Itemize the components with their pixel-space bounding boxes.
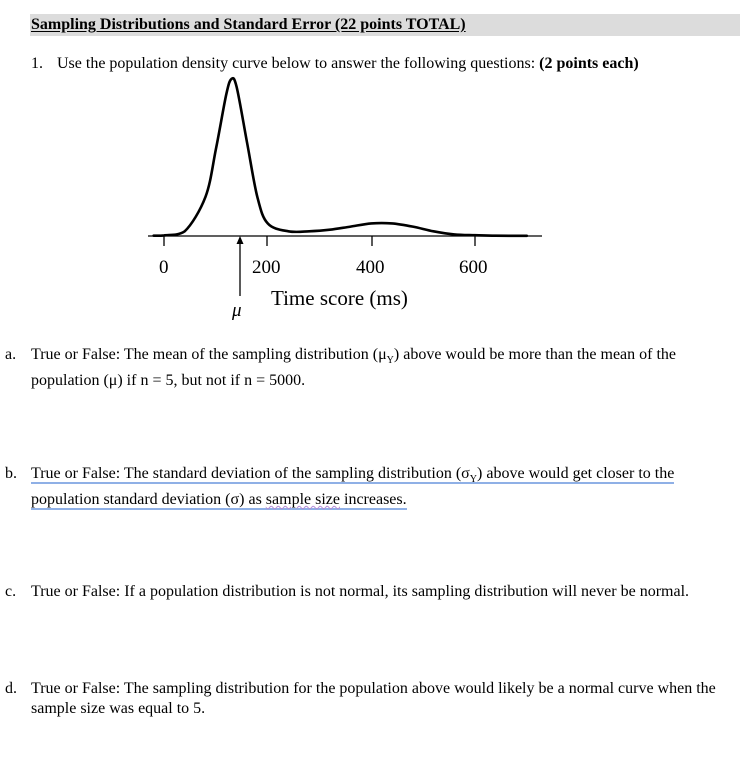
question-text: Use the population density curve below to answer the following questions: xyxy=(57,55,536,72)
x-tick-label: 600 xyxy=(459,257,488,278)
x-axis-title: Time score (ms) xyxy=(271,286,408,310)
section-title: Sampling Distributions and Standard Error (22 points TOTAL) xyxy=(31,16,466,33)
question-number: 1. xyxy=(31,55,43,72)
question-item-b xyxy=(5,464,735,510)
item-letter: d. xyxy=(5,680,17,697)
item-text: True or False: The sampling distribution for the population above would likely be a normal curve when the sample size was equal to 5. xyxy=(31,680,716,717)
mean-arrow-head xyxy=(237,236,244,244)
question-1-prompt xyxy=(31,55,639,73)
item-letter: a. xyxy=(5,346,17,363)
item-text: True or False: The mean of the sampling distribution $(\mu_Y)$ above would be more than the mean of the population (μ) if n = 5, but not if n = 5000. xyxy=(31,346,677,390)
x-tick-label: 400 xyxy=(356,257,385,278)
x-tick-label: 0 xyxy=(159,257,169,278)
density-curve xyxy=(154,78,527,236)
question-item-a xyxy=(5,345,735,391)
x-tick-label: 200 xyxy=(252,257,281,278)
question-item-d xyxy=(5,679,735,719)
item-text: True or False: If a population distribution is not normal, its sampling distribution will never be normal. xyxy=(31,583,690,600)
item-letter: b. xyxy=(5,465,17,482)
item-letter: c. xyxy=(5,583,17,600)
wavy-underline-text: sample size xyxy=(265,491,340,509)
question-item-c xyxy=(5,582,735,602)
question-points: (2 points each) xyxy=(539,55,639,72)
item-text: True or False: The standard deviation of the sampling distribution $(\sigma_Y)$ above would get closer to the population standard deviation (σ) as sample size increases. xyxy=(31,465,675,509)
mean-label: μ xyxy=(232,300,242,321)
